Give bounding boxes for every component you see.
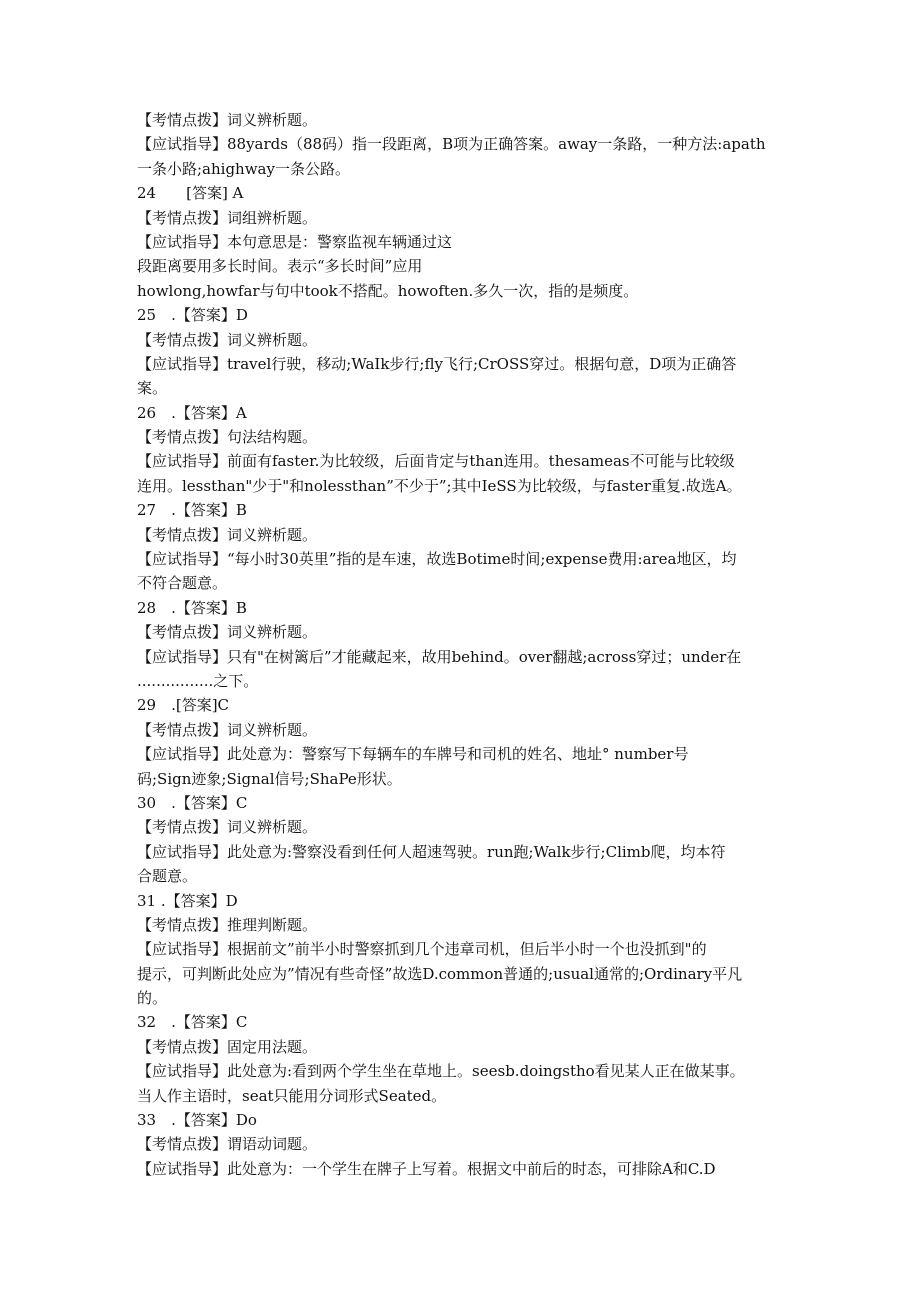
text-line: 25 .【答案】D xyxy=(137,306,248,325)
text-line: 一条小路;ahighway一条公路。 xyxy=(137,159,350,178)
text-line: 【考情点拨】词义辨析题。 xyxy=(137,623,318,642)
text-line: 【考情点拨】词义辨析题。 xyxy=(137,330,318,349)
text-line: 【应试指导】根据前文”前半小时警察抓到几个违章司机，但后半小时一个也没抓到"的 xyxy=(137,940,707,959)
text-line: 28 .【答案】B xyxy=(137,598,247,617)
text-line: 26 .【答案】A xyxy=(137,403,247,422)
text-line: 【应试指导】此处意为:看到两个学生坐在草地上。seesb.doingstho看见某人正在做某事。 xyxy=(137,1062,745,1081)
text-line: 【考情点拨】推理判断题。 xyxy=(137,915,318,934)
text-line: 【考情点拨】词义辨析题。 xyxy=(137,525,318,544)
text-line: 【考情点拨】句法结构题。 xyxy=(137,428,318,447)
text-line: 【应试指导】88yards（88码）指一段距离，B项为正确答案。away一条路，一种方法:apath xyxy=(137,135,766,154)
text-line: 24 [答案] A xyxy=(137,184,244,203)
text-line: 当人作主语时，seat只能用分词形式Seated。 xyxy=(137,1086,447,1105)
text-line: 31 .【答案】D xyxy=(137,891,238,910)
text-line: 【应试指导】此处意为:警察没看到任何人超速驾驶。run跑;Walk步行;Climb爬，均本符 xyxy=(137,842,726,861)
text-line: howlong,howfar与句中took不搭配。howoften.多久一次，指的是频度。 xyxy=(137,281,639,300)
text-line: 30 .【答案】C xyxy=(137,793,248,812)
text-line: 码;Sign迹象;Signal信号;ShaPe形状。 xyxy=(137,769,402,788)
text-line: 【考情点拨】词义辨析题。 xyxy=(137,111,318,129)
text-line: 27 .【答案】B xyxy=(137,501,247,520)
text-line: 【考情点拨】词义辨析题。 xyxy=(137,818,318,837)
text-line: ................之下。 xyxy=(137,671,259,690)
text-line: 32 .【答案】C xyxy=(137,1013,248,1032)
text-line: 不符合题意。 xyxy=(137,574,228,593)
text-line: 【应试指导】前面有faster.为比较级，后面肯定与than连用。thesameas不可能与比较级 xyxy=(137,452,735,471)
text-line: 【考情点拨】词义辨析题。 xyxy=(137,720,318,739)
text-line: 【考情点拨】谓语动词题。 xyxy=(137,1135,318,1154)
text-line: 【应试指导】“每小时30英里”指的是车速，故选Botime时间;expense费用:area地区，均 xyxy=(137,550,737,569)
text-line: 【应试指导】此处意为：一个学生在牌子上写着。根据文中前后的时态，可排除A和C.D xyxy=(137,1159,716,1178)
text-line: 【应试指导】本句意思是：警察监视车辆通过这 xyxy=(137,232,453,251)
text-line: 29 .[答案]C xyxy=(137,696,230,715)
text-line: 【应试指导】此处意为：警察写下每辆车的车牌号和司机的姓名、地址° number号 xyxy=(137,745,689,764)
text-line: 【应试指导】只有"在树篱后”才能藏起来，故用behind。over翻越;across穿过；under在 xyxy=(137,647,742,666)
text-line: 案。 xyxy=(137,379,168,398)
text-line: 【应试指导】travel行驶，移动;WaIk步行;fly飞行;CrOSS穿过。根据句意，D项为正确答 xyxy=(137,354,737,373)
document-page xyxy=(137,108,787,1181)
text-line: 【考情点拨】词组辨析题。 xyxy=(137,208,318,227)
text-line: 合题意。 xyxy=(137,867,198,886)
text-line: 连用。lessthan"少于"和nolessthan”不少于”;其中IeSS为比较级，与faster重复.故选A。 xyxy=(137,476,742,495)
text-line: 33 .【答案】Do xyxy=(137,1111,257,1130)
text-line: 【考情点拨】固定用法题。 xyxy=(137,1037,318,1056)
text-line: 段距离要用多长时间。表示“多长时间”应用 xyxy=(137,257,423,276)
text-line: 的。 xyxy=(137,989,168,1008)
text-line: 提示，可判断此处应为”情况有些奇怪”故选D.common普通的;usual通常的;Ordinary平凡 xyxy=(137,964,743,983)
